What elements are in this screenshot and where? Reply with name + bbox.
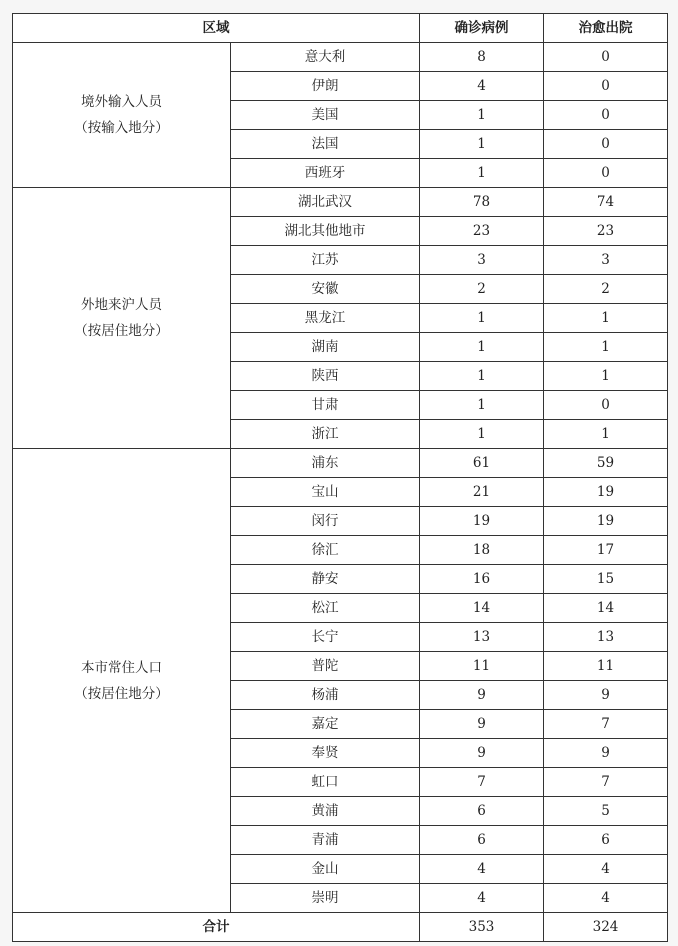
group-title: 外地来沪人员 — [81, 297, 162, 313]
cured-cell: 1 — [544, 333, 668, 362]
cured-cell: 19 — [544, 507, 668, 536]
group-title: 境外输入人员 — [81, 94, 162, 110]
cured-cell: 1 — [544, 420, 668, 449]
cured-cell: 17 — [544, 536, 668, 565]
cured-cell: 6 — [544, 826, 668, 855]
region-name-cell: 闵行 — [231, 507, 420, 536]
header-cured: 治愈出院 — [544, 14, 668, 43]
region-name-cell: 青浦 — [231, 826, 420, 855]
confirmed-cell: 19 — [420, 507, 544, 536]
total-confirmed: 353 — [420, 913, 544, 942]
confirmed-cell: 11 — [420, 652, 544, 681]
region-name-cell: 浦东 — [231, 449, 420, 478]
region-name-cell: 法国 — [231, 130, 420, 159]
region-name-cell: 宝山 — [231, 478, 420, 507]
region-name-cell: 西班牙 — [231, 159, 420, 188]
group-note: （按居住地分） — [74, 685, 169, 702]
region-name-cell: 杨浦 — [231, 681, 420, 710]
confirmed-cell: 4 — [420, 884, 544, 913]
table-header-row — [13, 14, 668, 43]
cured-cell: 1 — [544, 304, 668, 333]
confirmed-cell: 9 — [420, 710, 544, 739]
region-name-cell: 奉贤 — [231, 739, 420, 768]
confirmed-cell: 1 — [420, 391, 544, 420]
cured-cell: 0 — [544, 43, 668, 72]
cured-cell: 11 — [544, 652, 668, 681]
table-body — [13, 43, 668, 913]
region-name-cell: 嘉定 — [231, 710, 420, 739]
region-name-cell: 浙江 — [231, 420, 420, 449]
confirmed-cell: 2 — [420, 275, 544, 304]
region-name-cell: 湖北其他地市 — [231, 217, 420, 246]
region-name-cell: 美国 — [231, 101, 420, 130]
confirmed-cell: 7 — [420, 768, 544, 797]
header-region: 区域 — [13, 14, 420, 43]
cured-cell: 5 — [544, 797, 668, 826]
confirmed-cell: 4 — [420, 855, 544, 884]
total-row — [13, 913, 668, 942]
region-name-cell: 意大利 — [231, 43, 420, 72]
region-name-cell: 伊朗 — [231, 72, 420, 101]
cured-cell: 0 — [544, 391, 668, 420]
confirmed-cell: 23 — [420, 217, 544, 246]
region-name-cell: 陕西 — [231, 362, 420, 391]
region-name-cell: 湖南 — [231, 333, 420, 362]
group-cell — [13, 43, 231, 188]
region-name-cell: 金山 — [231, 855, 420, 884]
region-name-cell: 黑龙江 — [231, 304, 420, 333]
group-cell — [13, 449, 231, 913]
group-title: 本市常住人口 — [81, 659, 162, 676]
case-statistics-table — [12, 13, 668, 942]
confirmed-cell: 9 — [420, 681, 544, 710]
cured-cell: 23 — [544, 217, 668, 246]
cured-cell: 4 — [544, 884, 668, 913]
cured-cell: 74 — [544, 188, 668, 217]
confirmed-cell: 1 — [420, 304, 544, 333]
confirmed-cell: 6 — [420, 797, 544, 826]
confirmed-cell: 16 — [420, 565, 544, 594]
cured-cell: 9 — [544, 681, 668, 710]
cured-cell: 0 — [544, 72, 668, 101]
region-name-cell: 松江 — [231, 594, 420, 623]
region-name-cell: 崇明 — [231, 884, 420, 913]
cured-cell: 0 — [544, 159, 668, 188]
cured-cell: 9 — [544, 739, 668, 768]
cured-cell: 3 — [544, 246, 668, 275]
group-note: （按输入地分） — [74, 120, 169, 136]
region-name-cell: 黄浦 — [231, 797, 420, 826]
cured-cell: 59 — [544, 449, 668, 478]
cured-cell: 0 — [544, 130, 668, 159]
group-cell — [13, 188, 231, 449]
total-cured: 324 — [544, 913, 668, 942]
table-row — [13, 449, 668, 478]
region-name-cell: 湖北武汉 — [231, 188, 420, 217]
region-name-cell: 长宁 — [231, 623, 420, 652]
group-note: （按居住地分） — [74, 323, 169, 339]
confirmed-cell: 9 — [420, 739, 544, 768]
table-row — [13, 43, 668, 72]
total-label: 合计 — [13, 913, 420, 942]
confirmed-cell: 1 — [420, 333, 544, 362]
confirmed-cell: 1 — [420, 159, 544, 188]
confirmed-cell: 18 — [420, 536, 544, 565]
cured-cell: 15 — [544, 565, 668, 594]
confirmed-cell: 8 — [420, 43, 544, 72]
confirmed-cell: 1 — [420, 130, 544, 159]
cured-cell: 19 — [544, 478, 668, 507]
region-name-cell: 静安 — [231, 565, 420, 594]
region-name-cell: 安徽 — [231, 275, 420, 304]
cured-cell: 13 — [544, 623, 668, 652]
region-name-cell: 江苏 — [231, 246, 420, 275]
region-name-cell: 普陀 — [231, 652, 420, 681]
region-name-cell: 徐汇 — [231, 536, 420, 565]
confirmed-cell: 6 — [420, 826, 544, 855]
confirmed-cell: 78 — [420, 188, 544, 217]
confirmed-cell: 1 — [420, 420, 544, 449]
cured-cell: 2 — [544, 275, 668, 304]
confirmed-cell: 61 — [420, 449, 544, 478]
confirmed-cell: 14 — [420, 594, 544, 623]
region-name-cell: 虹口 — [231, 768, 420, 797]
cured-cell: 1 — [544, 362, 668, 391]
confirmed-cell: 13 — [420, 623, 544, 652]
confirmed-cell: 1 — [420, 101, 544, 130]
table-row — [13, 188, 668, 217]
confirmed-cell: 4 — [420, 72, 544, 101]
cured-cell: 7 — [544, 710, 668, 739]
confirmed-cell: 3 — [420, 246, 544, 275]
confirmed-cell: 1 — [420, 362, 544, 391]
confirmed-cell: 21 — [420, 478, 544, 507]
cured-cell: 14 — [544, 594, 668, 623]
header-confirmed: 确诊病例 — [420, 14, 544, 43]
cured-cell: 4 — [544, 855, 668, 884]
cured-cell: 7 — [544, 768, 668, 797]
cured-cell: 0 — [544, 101, 668, 130]
region-name-cell: 甘肃 — [231, 391, 420, 420]
